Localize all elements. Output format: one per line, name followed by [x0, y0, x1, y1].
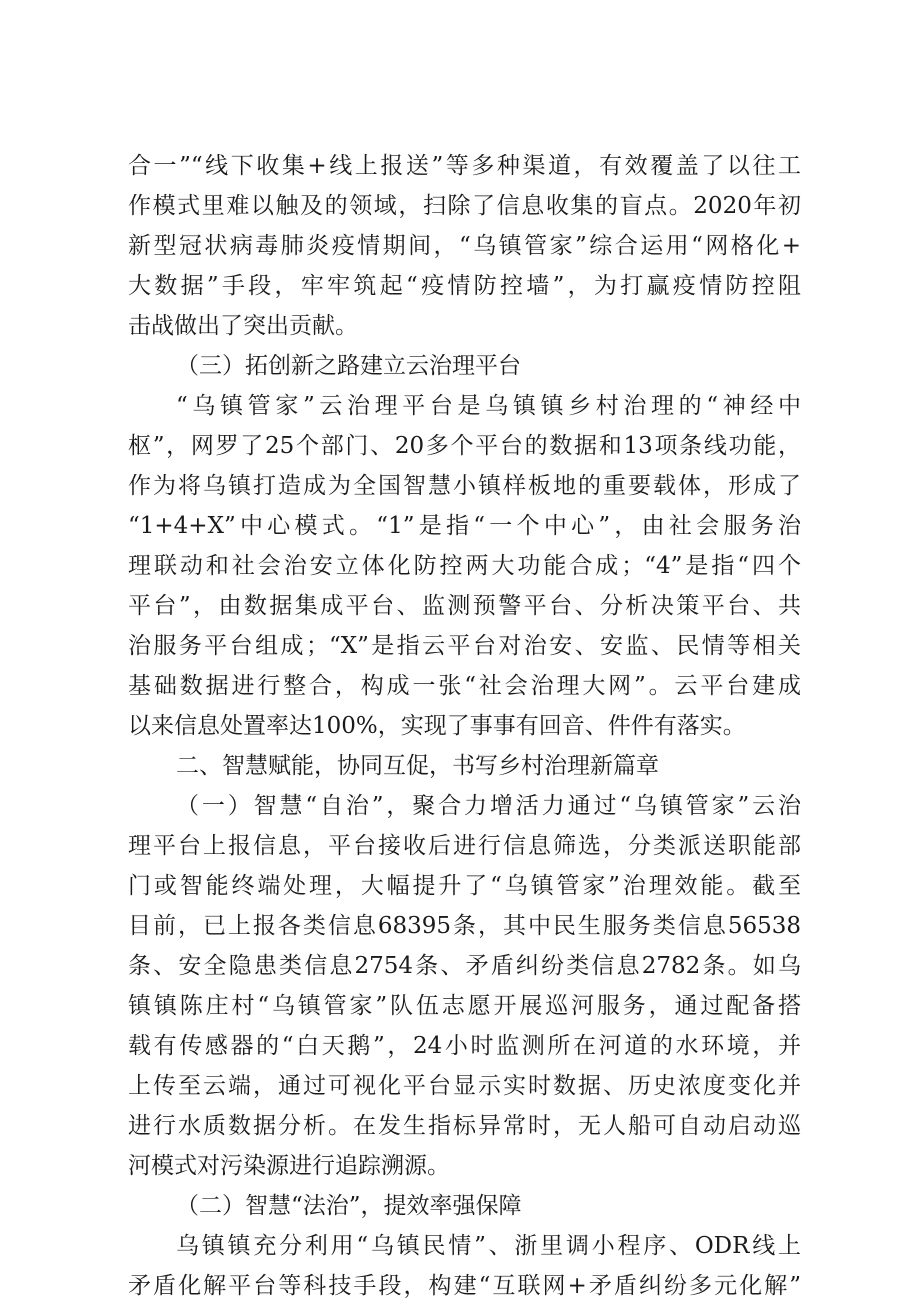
- text-line: [0, 906, 909, 946]
- heading-text: （二）智慧“法治”，提效率强保障: [176, 1193, 522, 1219]
- section-heading: [0, 746, 909, 786]
- heading-text: 二、智慧赋能，协同互促，书写乡村治理新篇章: [176, 753, 659, 779]
- text-line: [0, 146, 909, 186]
- text-line: [0, 946, 909, 986]
- text-line: [0, 1066, 909, 1106]
- line-text: 大数据”手段，牢牢筑起“疫情防控墙”，为打赢疫情防控阻: [128, 273, 801, 299]
- section-heading: [0, 346, 909, 386]
- text-line: [0, 1266, 909, 1306]
- text-line: [0, 226, 909, 266]
- text-line: [0, 586, 909, 626]
- line-text: “1+4+X”中心模式。“1”是指“一个中心”，由社会服务治: [128, 513, 801, 539]
- text-line: [0, 866, 909, 906]
- line-text: 上传至云端，通过可视化平台显示实时数据、历史浓度变化并: [128, 1073, 801, 1099]
- text-line: [0, 706, 909, 746]
- line-text: 河模式对污染源进行追踪溯源。: [128, 1153, 450, 1179]
- text-line: [0, 786, 909, 826]
- text-line: [0, 826, 909, 866]
- text-line: [0, 186, 909, 226]
- line-text: 新型冠状病毒肺炎疫情期间，“乌镇管家”综合运用“网格化+: [128, 233, 801, 259]
- text-line: [0, 666, 909, 706]
- line-text: 击战做出了突出贡献。: [128, 313, 358, 339]
- section-heading: [0, 1186, 909, 1226]
- line-text: 基础数据进行整合，构成一张“社会治理大网”。云平台建成: [128, 673, 801, 699]
- text-line: [0, 266, 909, 306]
- text-line: [0, 1226, 909, 1266]
- line-text: 门或智能终端处理，大幅提升了“乌镇管家”治理效能。截至: [128, 873, 801, 899]
- line-text: 目前，已上报各类信息68395条，其中民生服务类信息56538: [128, 913, 801, 939]
- line-text: 合一”“线下收集+线上报送”等多种渠道，有效覆盖了以往工: [128, 153, 801, 179]
- line-text: 枢”，网罗了25个部门、20多个平台的数据和13项条线功能，: [128, 433, 801, 459]
- line-text: 乌镇镇充分利用“乌镇民情”、浙里调小程序、ODR线上: [176, 1233, 801, 1259]
- text-line: [0, 986, 909, 1026]
- text-line: [0, 306, 909, 346]
- text-line: [0, 386, 909, 426]
- line-text: 理平台上报信息，平台接收后进行信息筛选，分类派送职能部: [128, 833, 801, 859]
- line-text: 治服务平台组成；“X”是指云平台对治安、安监、民情等相关: [128, 633, 801, 659]
- text-line: [0, 466, 909, 506]
- line-text: 矛盾化解平台等科技手段，构建“互联网+矛盾纠纷多元化解”: [128, 1273, 801, 1299]
- line-text: 以来信息处置率达100%，实现了事事有回音、件件有落实。: [128, 713, 746, 739]
- line-text: 作模式里难以触及的领域，扫除了信息收集的盲点。2020年初: [128, 193, 801, 219]
- text-line: [0, 1106, 909, 1146]
- text-line: [0, 426, 909, 466]
- heading-text: （三）拓创新之路建立云治理平台: [176, 353, 521, 379]
- line-text: 条、安全隐患类信息2754条、矛盾纠纷类信息2782条。如乌: [128, 953, 801, 979]
- line-text: 平台”，由数据集成平台、监测预警平台、分析决策平台、共: [128, 593, 801, 619]
- line-text: 作为将乌镇打造成为全国智慧小镇样板地的重要载体，形成了: [128, 473, 801, 499]
- line-text: （一）智慧“自治”，聚合力增活力通过“乌镇管家”云治: [176, 793, 801, 819]
- text-line: [0, 626, 909, 666]
- text-line: [0, 546, 909, 586]
- text-line: [0, 1026, 909, 1066]
- line-text: 理联动和社会治安立体化防控两大功能合成；“4”是指“四个: [128, 553, 801, 579]
- text-line: [0, 1146, 909, 1186]
- line-text: 载有传感器的“白天鹅”，24小时监测所在河道的水环境，并: [128, 1033, 801, 1059]
- text-line: [0, 506, 909, 546]
- line-text: 镇镇陈庄村“乌镇管家”队伍志愿开展巡河服务，通过配备搭: [128, 993, 801, 1019]
- line-text: “乌镇管家”云治理平台是乌镇镇乡村治理的“神经中: [176, 393, 801, 419]
- line-text: 进行水质数据分析。在发生指标异常时，无人船可自动启动巡: [128, 1113, 801, 1139]
